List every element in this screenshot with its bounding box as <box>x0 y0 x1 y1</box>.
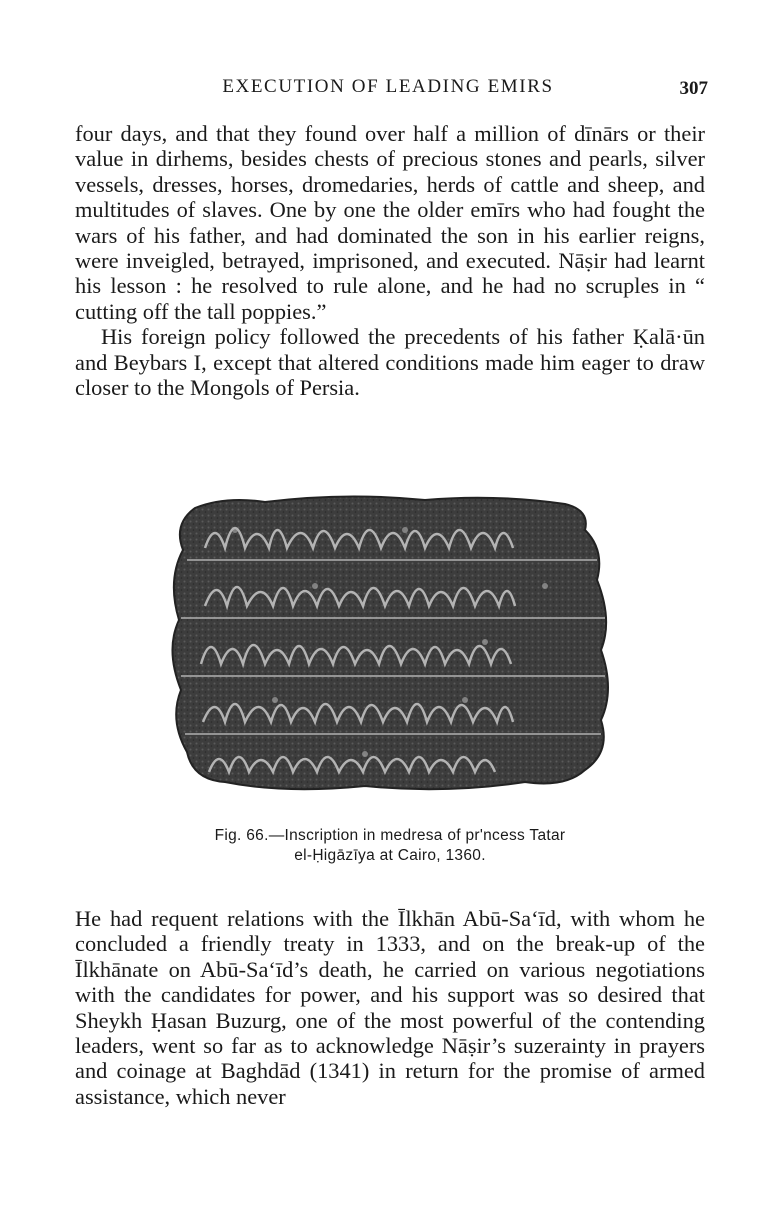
body-text-bottom <box>75 906 705 1109</box>
body-text-top <box>75 121 705 400</box>
caption-line-2: el-Ḥigāzīya at Cairo, 1360. <box>294 847 486 864</box>
caption-line-1: Fig. 66.—Inscription in medresa of pr'ncess Tatar <box>214 827 566 844</box>
running-head: EXECUTION OF LEADING EMIRS <box>222 76 554 97</box>
paragraph-foreign-policy: His foreign policy followed the precedents of his father Ḳalā·ūn and Beybars I, except that altered conditions made him eager to draw closer to the Mongols of Persia. <box>75 324 705 401</box>
page-number: 307 <box>679 78 708 99</box>
paragraph-ilkhan-relations: He had requent relations with the Īlkhān Abū-Sa‘īd, with whom he concluded a friendly treaty in 1333, and on the break-up of the Īlkhānate on Abū-Sa‘īd’s death, he carried on various negotiations with the candidates for power, and his support was so desired that Sheykh Ḥasan Buzurg, one of the most powerful of the contending leaders, went so far as to acknowledge Nāṣir’s suzerainty in prayers and coinage at Baghdād (1341) in return for the promise of armed assistance, which never <box>75 906 705 1109</box>
inscription-figure <box>165 490 615 796</box>
page-header <box>68 76 708 104</box>
paragraph-continuation: four days, and that they found over half a million of dīnārs or their value in dirhems, besides chests of precious stones and pearls, silver vessels, dresses, horses, dromedaries, herds of cattle and sheep, and multitudes of slaves. One by one the older emīrs who had fought the wars of his father, and had dominated the son in his earlier reigns, were inveigled, betrayed, imprisoned, and executed. Nāṣir had learnt his lesson : he resolved to rule alone, and he had no scruples in “ cutting off the tall poppies.” <box>75 121 705 324</box>
figure-caption <box>100 826 680 866</box>
inscription-image <box>165 490 615 796</box>
